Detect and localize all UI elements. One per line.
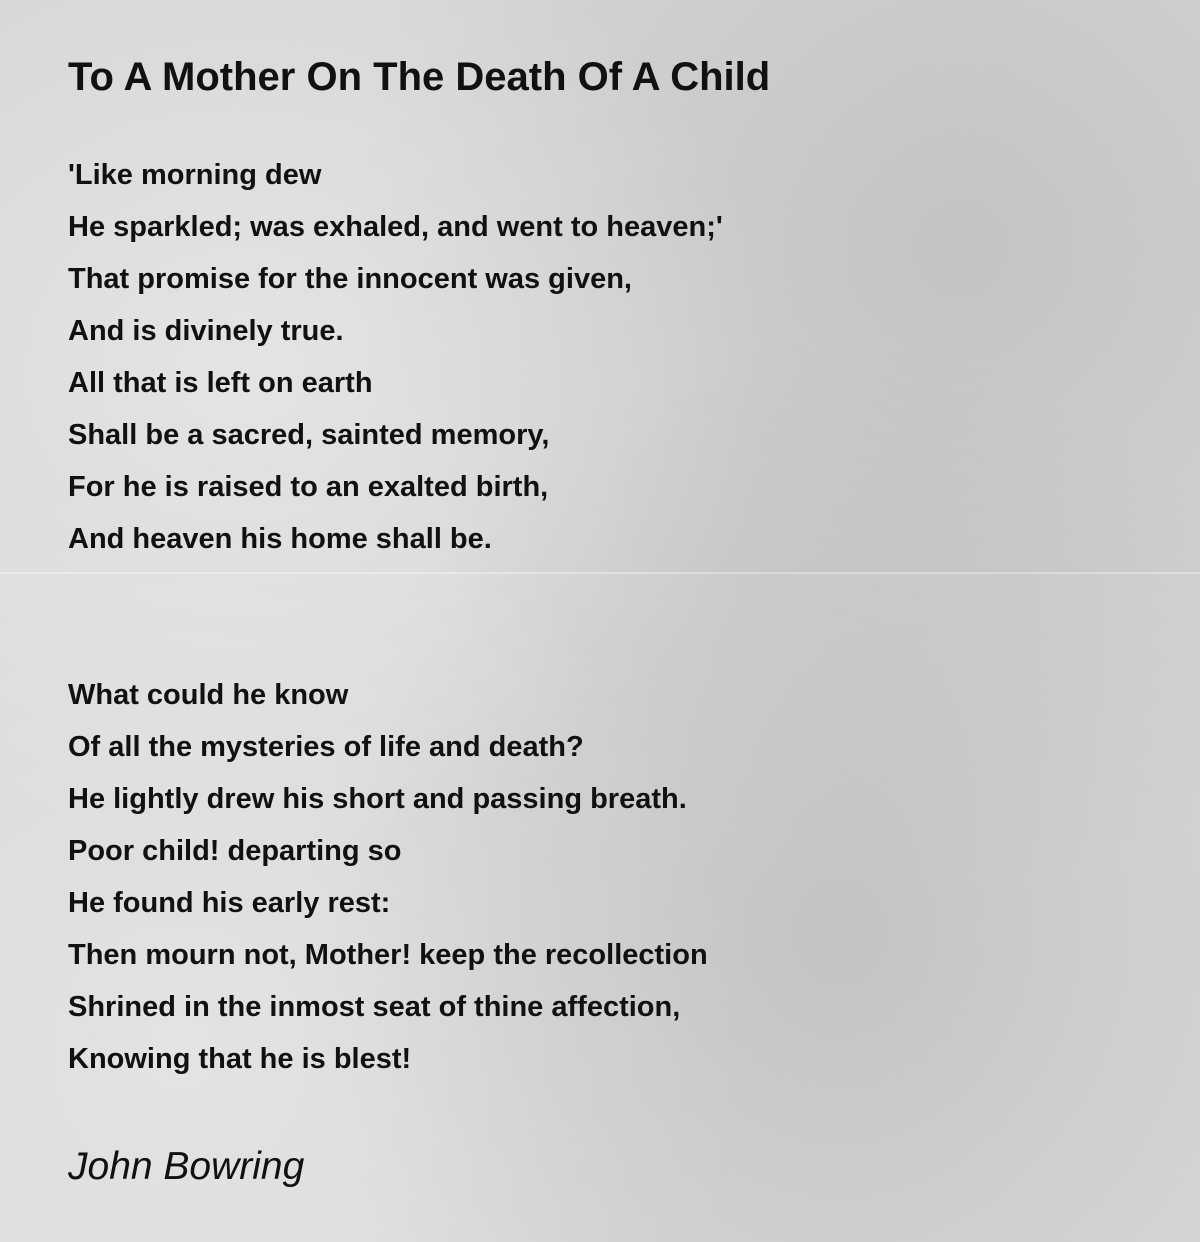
poem-line: Of all the mysteries of life and death? <box>68 731 584 763</box>
poem-line: Poor child! departing so <box>68 835 402 867</box>
poem-line: Shall be a sacred, sainted memory, <box>68 419 550 451</box>
poem-line: All that is left on earth <box>68 367 373 399</box>
poem-line: That promise for the innocent was given, <box>68 263 632 295</box>
poem-line: Knowing that he is blest! <box>68 1043 412 1075</box>
poem-line: He lightly drew his short and passing breath. <box>68 783 687 815</box>
poem-line: 'Like morning dew <box>68 159 322 191</box>
poem-line: For he is raised to an exalted birth, <box>68 471 549 503</box>
poem-line: And heaven his home shall be. <box>68 523 492 555</box>
poem-line: Shrined in the inmost seat of thine affection, <box>68 991 681 1023</box>
poem-line: What could he know <box>68 679 349 711</box>
poem-author: John Bowring <box>68 1145 305 1188</box>
poem-title: To A Mother On The Death Of A Child <box>68 55 771 99</box>
stanza-2 <box>68 669 708 1085</box>
poem-line: Then mourn not, Mother! keep the recollection <box>68 939 708 971</box>
stanza-1 <box>68 149 723 565</box>
background-seam <box>0 572 1200 574</box>
poem-line: He sparkled; was exhaled, and went to heaven;' <box>68 211 723 243</box>
poem-line: And is divinely true. <box>68 315 344 347</box>
poem-line: He found his early rest: <box>68 887 391 919</box>
